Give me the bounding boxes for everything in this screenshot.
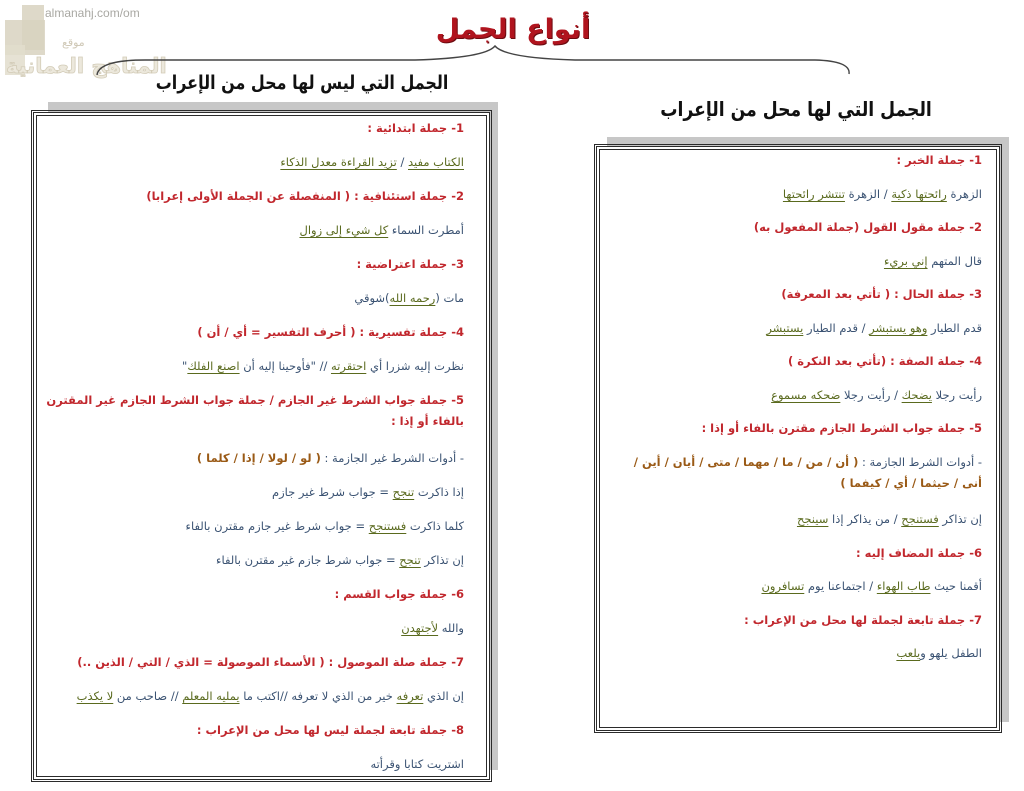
section-header: 6- جملة المضاف إليه : (856, 545, 982, 560)
example-text: )شوقي (354, 291, 390, 305)
section-header: 5- جملة جواب الشرط الجازم مقترن بالفاء أو إذا : (701, 421, 982, 435)
example-line (44, 155, 464, 170)
highlighted-phrase: كل شيء إلى زوال (299, 223, 389, 237)
section-header: 1- جملة ابتدائية : (367, 121, 464, 135)
tools-line (44, 451, 464, 466)
highlighted-phrase: ضحكه مسموع (771, 387, 841, 402)
section-header: 4- جملة الصفة : (تأتي بعد النكرة ) (787, 354, 982, 368)
watermark-site-name: المناهج العمانية (6, 54, 167, 78)
highlighted-phrase: فستنجح (368, 519, 407, 533)
example-text: // صاحب من (113, 689, 183, 703)
example-line (610, 579, 982, 594)
section-header: 8- جملة تابعة لجملة ليس لها محل من الإعراب : (196, 723, 464, 737)
example-text: رأيت رجلا (931, 387, 982, 402)
highlighted-phrase: تزيد القراءة معدل الذكاء (280, 155, 397, 169)
highlighted-phrase: احتقرته (330, 359, 367, 373)
highlighted-phrase: لا يكذب (76, 689, 114, 703)
highlighted-phrase: تنتشر رائحتها (782, 186, 845, 201)
example-text: / الزهرة (844, 186, 892, 201)
example-line (610, 321, 982, 336)
highlighted-phrase: يلعب (896, 646, 921, 660)
highlighted-phrase: لأجتهدن (401, 621, 439, 635)
example-text: قال المتهم (927, 253, 982, 268)
example-line: اشتريت كتابا وقرأته (370, 757, 464, 771)
highlighted-phrase: رحمه الله (389, 291, 436, 305)
example-text: إن تذاكر (420, 553, 464, 567)
highlighted-phrase: وهو يستبشر (869, 320, 928, 335)
example-line (610, 187, 982, 202)
heading-no-grammatical-position: الجمل التي ليس لها محل من الإعراب (155, 72, 449, 94)
example-text: والله (438, 621, 464, 635)
highlighted-phrase: تنجح (399, 553, 421, 567)
highlighted-phrase: إني بريء (883, 253, 928, 268)
section-header: 2- جملة مقول القول (جملة المفعول به) (753, 220, 982, 234)
highlighted-phrase: يضحك (901, 387, 932, 402)
highlighted-phrase: اصنع الفلك (187, 359, 240, 373)
example-line (44, 359, 464, 374)
highlighted-phrase: تنجح (392, 485, 415, 499)
panel-with-grammatical-position (596, 146, 1000, 731)
example-line (44, 485, 464, 500)
example-text: إن تذاكر (938, 512, 982, 526)
example-text: = جواب شرط غير جازم مقترن بالفاء (185, 519, 369, 533)
section-header: 1- جملة الخبر : (896, 153, 982, 167)
example-text: / رأيت رجلا (840, 387, 902, 402)
section-header: 6- جملة جواب القسم : (334, 587, 464, 601)
example-text: / (396, 155, 408, 169)
section-header: 7- جملة صلة الموصول : ( الأسماء الموصولة = الذي / التي / الذين ..) (77, 655, 464, 669)
example-text: الطفل يلهو و (920, 646, 982, 660)
example-text: = جواب شرط غير جازم (271, 485, 393, 499)
highlighted-phrase: تعرفه (396, 689, 424, 703)
highlighted-phrase: الكتاب مفيد (408, 155, 464, 169)
highlighted-phrase: يستبشر (766, 320, 804, 335)
tools-list: ( أن / من / ما / مهما / متى / أيان / أين / أنى / حيثما / أي / كيفما ) (633, 454, 982, 490)
watermark-label: موقع (62, 36, 85, 49)
watermark-url: almanahj.com/om (45, 6, 140, 20)
tools-label: - أدوات الشرط غير الجازمة : (320, 451, 464, 465)
example-line (610, 388, 982, 403)
example-text: قدم الطيار (927, 320, 982, 335)
highlighted-phrase: فستنجح (901, 512, 939, 526)
example-line (44, 291, 464, 306)
example-text: أمطرت السماء (388, 223, 464, 237)
example-text: / اجتماعنا يوم (804, 579, 877, 593)
example-line (44, 519, 464, 534)
section-header: 3- جملة الحال : ( تأتي بعد المعرفة) (781, 287, 982, 301)
example-text: / قدم الطيار (803, 320, 870, 335)
example-line (44, 689, 464, 704)
section-header: 4- جملة تفسيرية : ( أحرف التفسير = أي / أن ) (197, 325, 464, 339)
example-line (44, 223, 464, 238)
example-line (44, 621, 464, 636)
example-text: مات ( (435, 291, 464, 305)
highlighted-phrase: طاب الهواء (876, 579, 931, 593)
example-line (610, 512, 982, 527)
section-header: 5- جملة جواب الشرط غير الجازم / جملة جواب الشرط الجازم غير المقترن بالفاء أو إذا : (46, 393, 464, 428)
example-text: خير من الذي لا تعرفه //اكتب ما (239, 689, 397, 703)
heading-with-grammatical-position: الجمل التي لها محل من الإعراب (660, 97, 932, 121)
section-header: 7- جملة تابعة لجملة لها محل من الإعراب : (744, 612, 982, 627)
page-title: أنواع الجمل (435, 14, 591, 45)
example-line (610, 254, 982, 269)
highlighted-phrase: يمليه المعلم (182, 689, 240, 703)
section-header: 2- جملة استئنافية : ( المنفصلة عن الجملة الأولى إعرابا) (146, 189, 464, 203)
example-text: نظرت إليه شزرا أي (366, 359, 464, 373)
highlighted-phrase: رائحتها ذكية (891, 186, 947, 201)
tools-line (610, 452, 982, 494)
example-line (44, 553, 464, 568)
example-text: كلما ذاكرت (406, 519, 464, 533)
example-text: الزهرة (946, 186, 982, 201)
example-text: " (182, 359, 188, 373)
example-text: = جواب شرط جازم غير مقترن بالفاء (216, 553, 400, 567)
example-text: إذا ذاكرت (414, 485, 464, 499)
example-text: / من يذاكر إذا (828, 512, 902, 526)
example-text: إن الذي (423, 689, 464, 703)
highlighted-phrase: سينجح (796, 512, 829, 526)
section-header: 3- جملة اعتراضية : (356, 257, 464, 271)
example-text: أقمنا حيث (930, 579, 982, 593)
tools-label: - أدوات الشرط الجازمة : (858, 454, 982, 469)
example-text: // "فأوحينا إليه أن (239, 359, 331, 373)
tools-list: ( لو / لولا / إذا / كلما ) (196, 451, 321, 465)
example-line (610, 646, 982, 661)
panel-no-grammatical-position (33, 112, 490, 780)
highlighted-phrase: تسافرون (761, 579, 805, 593)
